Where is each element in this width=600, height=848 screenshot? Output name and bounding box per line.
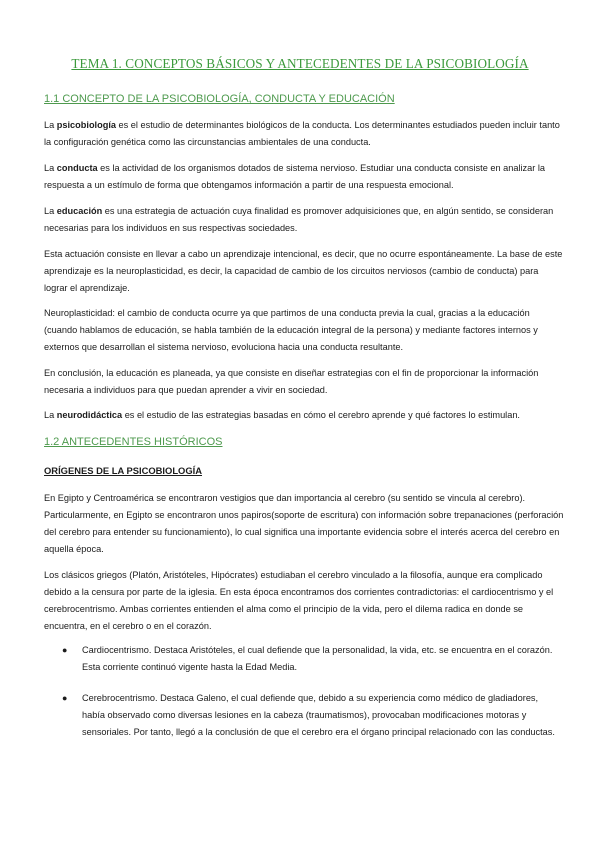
paragraph-griegos: Los clásicos griegos (Platón, Aristóteles, Hipócrates) estudiaban el cerebro vinculado a la filosofía, aunque era complicado debido a la censura por parte de la iglesia. En esta época encontramos dos corrientes contradictorias: el cardiocentrismo y el cerebrocentrismo. Ambas corrientes entienden el alma como el principio de la vida, pero el dilema radica en donde se encuentra, en el cerebro o en el corazón.: [44, 570, 554, 631]
paragraph-psicobiologia: La psicobiología es el estudio de determinantes biológicos de la conducta. Los determinantes estudiados pueden incluir tanto la configuración genética como las circunstancias ambientales de una conducta.: [44, 120, 560, 147]
paragraph-neurodidactica: La neurodidáctica es el estudio de las estrategias basadas en cómo el cerebro aprende y qué factores lo estimulan.: [44, 410, 520, 420]
paragraph-conclusion: En conclusión, la educación es planeada, ya que consiste en diseñar estrategias con el fin de proporcionar la información necesaria a individuos para que puedan aprender a vivir en sociedad.: [44, 368, 539, 395]
term-educacion: educación: [56, 206, 103, 216]
paragraph-educacion: La educación es una estrategia de actuación cuya finalidad es promover adquisiciones que, en algún sentido, se consideran necesarias para los individuos en sus respectivas sociedades.: [44, 206, 554, 233]
bullet-icon: ●: [62, 693, 68, 703]
term-neurodidactica: neurodidáctica: [56, 410, 123, 420]
term-psicobiologia: psicobiología: [56, 120, 116, 130]
document-title: TEMA 1. CONCEPTOS BÁSICOS Y ANTECEDENTES DE LA PSICOBIOLOGÍA: [71, 56, 529, 71]
section-heading-history: 1.2 ANTECEDENTES HISTÓRICOS: [44, 436, 223, 448]
list-item-cardiocentrismo: Cardiocentrismo. Destaca Aristóteles, el cual defiende que la personalidad, la vida, etc. se encuentra en el corazón. Esta corriente continuó vigente hasta la Edad Media.: [82, 645, 553, 672]
list-item-cerebrocentrismo: Cerebrocentrismo. Destaca Galeno, el cual defiende que, debido a su experiencia como médico de gladiadores, había observado como diversas lesiones en la cabeza (traumatismos), provocaban modificaciones motoras y sensoriales. Por tanto, llegó a la conclusión de que el cerebro era el órgano principal relacionado con las conductas.: [82, 693, 555, 737]
paragraph-egipto: En Egipto y Centroamérica se encontraron vestigios que dan importancia al cerebro (su sentido se vincula al cerebro). Particularmente, en Egipto se encontraron unos papiros(soporte de escritura) con información sobre trepanaciones (perforación del cerebro para entender su funcionamiento), lo cual significa una importante evidencia sobre el interés acerca del cerebro en aquella época.: [44, 493, 564, 554]
bullet-icon: ●: [62, 645, 68, 655]
section-heading-concepts: 1.1 CONCEPTO DE LA PSICOBIOLOGÍA, CONDUCTA Y EDUCACIÓN: [44, 93, 395, 105]
paragraph-neuroplasticidad: Neuroplasticidad: el cambio de conducta ocurre ya que partimos de una conducta previa la cual, gracias a la educación (cuando hablamos de educación, se habla también de la educación integral de la persona) y mediante factores internos y externos que desarrollan el sistema nervioso, evoluciona hacia una conducta resultante.: [44, 308, 538, 352]
term-conducta: conducta: [56, 163, 98, 173]
subsection-heading-origins: ORÍGENES DE LA PSICOBIOLOGÍA: [44, 465, 203, 476]
paragraph-aprendizaje: Esta actuación consiste en llevar a cabo un aprendizaje intencional, es decir, que no ocurre espontáneamente. La base de este aprendizaje es la neuroplasticidad, es decir, la capacidad de cambio de los circuitos nerviosos (cambio de conducta) para lograr el aprendizaje.: [44, 249, 563, 293]
paragraph-conducta: La conducta es la actividad de los organismos dotados de sistema nervioso. Estudiar una conducta consiste en analizar la respuesta a un estímulo de forma que obtengamos información a partir de una respuesta emocional.: [44, 163, 546, 190]
